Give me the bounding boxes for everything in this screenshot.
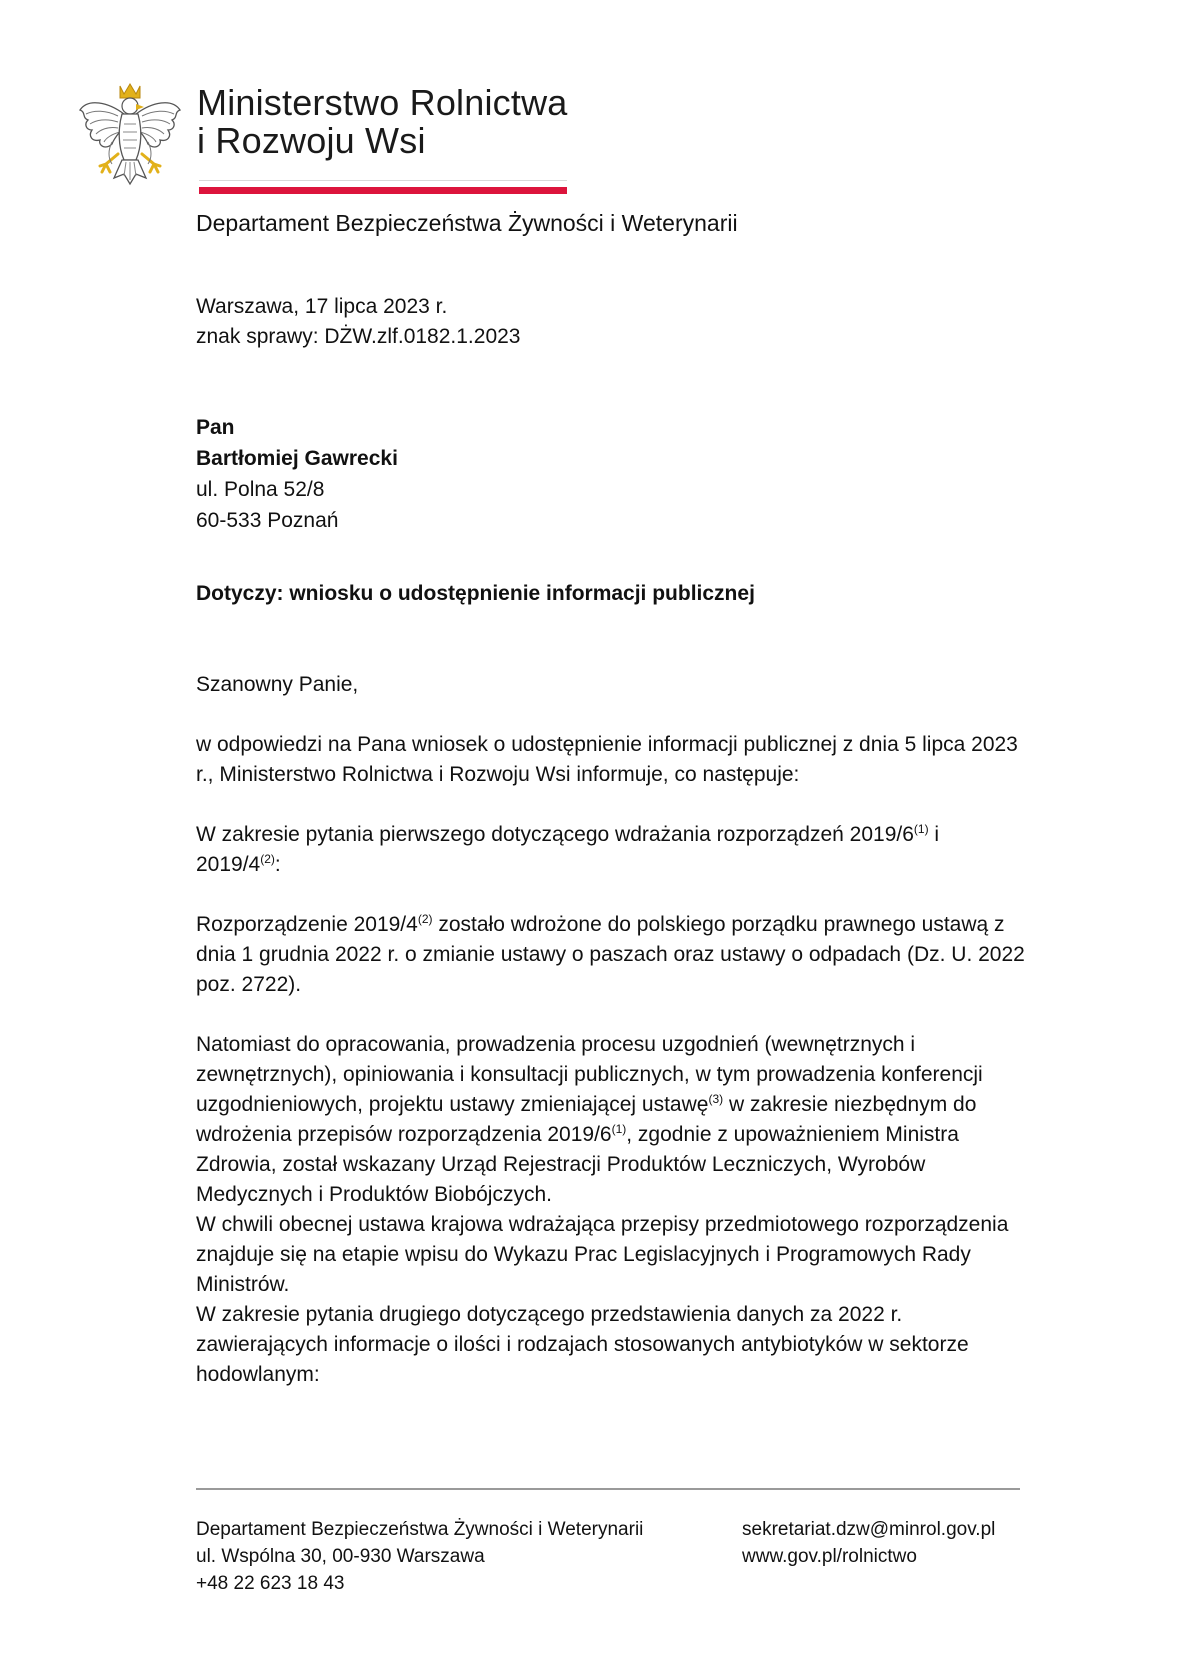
- footnote-ref-1: (1): [913, 822, 929, 836]
- ministry-name-line1: Ministerstwo Rolnictwa: [197, 82, 568, 123]
- footnote-ref-2: (2): [260, 852, 275, 866]
- logo-bar-white: [199, 180, 567, 187]
- draft-law-paragraph: [196, 1030, 1026, 1210]
- polish-eagle-emblem-icon: [78, 80, 182, 198]
- footer-department: Departament Bezpieczeństwa Żywności i Weterynarii: [196, 1519, 644, 1540]
- regulation-implementation-paragraph: [196, 910, 1026, 1000]
- letter-subject: Dotyczy: wniosku o udostępnienie informacji publicznej: [196, 582, 755, 605]
- footnote-ref-2: (2): [417, 912, 433, 926]
- logo-bar-red: [199, 187, 567, 194]
- footer-email-link[interactable]: sekretariat.dzw@minrol.gov.pl: [742, 1519, 996, 1540]
- legislative-status-paragraph: W chwili obecnej ustawa krajowa wdrażająca przepisy przedmiotowego rozporządzenia znajduje się na etapie wpisu do Wykazu Prac Legislacyjnych i Programowych Rady Ministrów.: [196, 1213, 1009, 1296]
- ministry-name: [197, 84, 617, 160]
- ministry-name-line2: i Rozwoju Wsi: [197, 120, 426, 161]
- footer-address: ul. Wspólna 30, 00-930 Warszawa: [196, 1546, 485, 1567]
- footnote-ref-3: (3): [708, 1092, 724, 1106]
- p2-text-b: zostało wdrożone do polskiego porządku prawnego ustawą z dnia 1 grudnia 2022 r. o zmianie ustawy o paszach oraz ustawy o odpadach (Dz. U. 2022 poz. 2722).: [196, 913, 1025, 996]
- p3-text-b: w zakresie niezbędnym do wdrożenia przepisów rozporządzenia 2019/6: [196, 1093, 977, 1146]
- p3-text-c: , zgodnie z upoważnieniem Ministra Zdrowia, został wskazany Urząd Rejestracji Produktów Leczniczych, Wyrobów Medycznych i Produktów Biobójczych.: [196, 1123, 959, 1206]
- q1-text-b: i 2019/4: [196, 823, 940, 876]
- intro-paragraph: w odpowiedzi na Pana wniosek o udostępnienie informacji publicznej z dnia 5 lipca 2023 r., Ministerstwo Rolnictwa i Rozwoju Wsi informuje, co następuje:: [196, 733, 1018, 786]
- question-two-paragraph: W zakresie pytania drugiego dotyczącego przedstawienia danych za 2022 r. zawierających informacje o ilości i rodzajach stosowanych antybiotyków w sektorze hodowlanym:: [196, 1303, 969, 1386]
- salutation: Szanowny Panie,: [196, 673, 359, 696]
- recipient-street: ul. Polna 52/8: [196, 478, 325, 501]
- dateline: [196, 292, 521, 352]
- q1-text-a: W zakresie pytania pierwszego dotyczącego wdrażania rozporządzeń 2019/6: [196, 823, 914, 846]
- p2-text-a: Rozporządzenie 2019/4: [196, 913, 418, 936]
- question-one-paragraph: [196, 820, 1026, 880]
- footnote-ref-1: (1): [611, 1122, 627, 1136]
- recipient-city: 60-533 Poznań: [196, 509, 339, 532]
- letter-body: [196, 670, 1026, 1390]
- footer-divider: [196, 1488, 1020, 1490]
- footer-contact-online: [742, 1516, 995, 1570]
- footer-website-link[interactable]: www.gov.pl/rolnictwo: [742, 1546, 917, 1567]
- department-name: Departament Bezpieczeństwa Żywności i Weterynarii: [196, 210, 738, 236]
- recipient-address: [196, 412, 398, 536]
- logo-flag-bar: [199, 180, 567, 194]
- footer-contact-address: [196, 1516, 643, 1597]
- place-date: Warszawa, 17 lipca 2023 r.: [196, 295, 448, 318]
- q1-text-c: :: [274, 853, 281, 876]
- p3-text-a: Natomiast do opracowania, prowadzenia procesu uzgodnień (wewnętrznych i zewnętrznych), opiniowania i konsultacji publicznych, w tym prowadzenia konferencji uzgodnieniowych, projektu ustawy zmieniającej ustawę: [196, 1033, 983, 1116]
- case-number: znak sprawy: DŻW.zlf.0182.1.2023: [196, 325, 521, 348]
- recipient-name: Bartłomiej Gawrecki: [196, 447, 398, 470]
- footer-phone: +48 22 623 18 43: [196, 1573, 345, 1594]
- recipient-title: Pan: [196, 416, 235, 439]
